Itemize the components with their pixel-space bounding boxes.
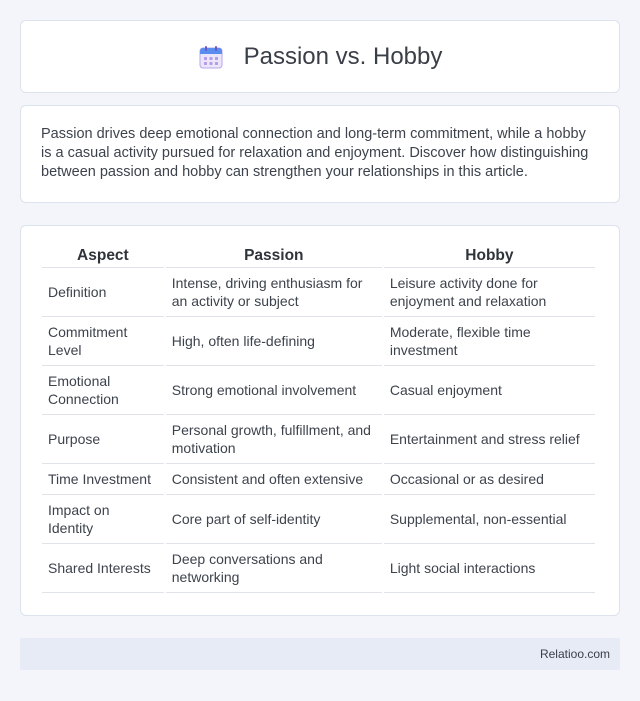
page-title: Passion vs. Hobby <box>243 42 443 70</box>
passion-cell: Intense, driving enthusiasm for an activity or subject <box>166 268 382 317</box>
passion-cell: High, often life-defining <box>166 317 382 366</box>
column-header-aspect: Aspect <box>42 244 164 268</box>
hobby-cell: Entertainment and stress relief <box>384 415 595 464</box>
passion-cell: Strong emotional involvement <box>166 366 382 415</box>
table-row <box>42 544 595 593</box>
table-row <box>42 366 595 415</box>
aspect-cell: Definition <box>42 268 164 317</box>
comparison-table <box>40 244 597 593</box>
table-row <box>42 464 595 495</box>
column-header-hobby: Hobby <box>384 244 595 268</box>
hobby-cell: Casual enjoyment <box>384 366 595 415</box>
passion-cell: Consistent and often extensive <box>166 464 382 495</box>
table-row <box>42 415 595 464</box>
intro-card <box>20 105 620 203</box>
table-card <box>20 225 620 616</box>
aspect-cell: Impact on Identity <box>42 495 164 544</box>
aspect-cell: Shared Interests <box>42 544 164 593</box>
hobby-cell: Moderate, flexible time investment <box>384 317 595 366</box>
intro-text: Passion drives deep emotional connection and long-term commitment, while a hobby is a casual activity pursued for relaxation and enjoyment. Discover how distinguishing between passion and hobby can strengthen your relationships in this article. <box>41 126 589 180</box>
hobby-cell: Light social interactions <box>384 544 595 593</box>
hobby-cell: Leisure activity done for enjoyment and relaxation <box>384 268 595 317</box>
table-row <box>42 495 595 544</box>
hobby-cell: Supplemental, non-essential <box>384 495 595 544</box>
calendar-icon <box>198 44 224 70</box>
table-row <box>42 268 595 317</box>
title-card <box>20 20 620 93</box>
title-wrap <box>198 43 443 71</box>
aspect-cell: Purpose <box>42 415 164 464</box>
passion-cell: Personal growth, fulfillment, and motivation <box>166 415 382 464</box>
passion-cell: Deep conversations and networking <box>166 544 382 593</box>
column-header-passion: Passion <box>166 244 382 268</box>
passion-cell: Core part of self-identity <box>166 495 382 544</box>
footer <box>20 638 620 670</box>
table-row <box>42 317 595 366</box>
table-header-row <box>42 244 595 268</box>
aspect-cell: Commitment Level <box>42 317 164 366</box>
aspect-cell: Time Investment <box>42 464 164 495</box>
hobby-cell: Occasional or as desired <box>384 464 595 495</box>
footer-site-name[interactable]: Relatioo.com <box>539 647 610 661</box>
aspect-cell: Emotional Connection <box>42 366 164 415</box>
